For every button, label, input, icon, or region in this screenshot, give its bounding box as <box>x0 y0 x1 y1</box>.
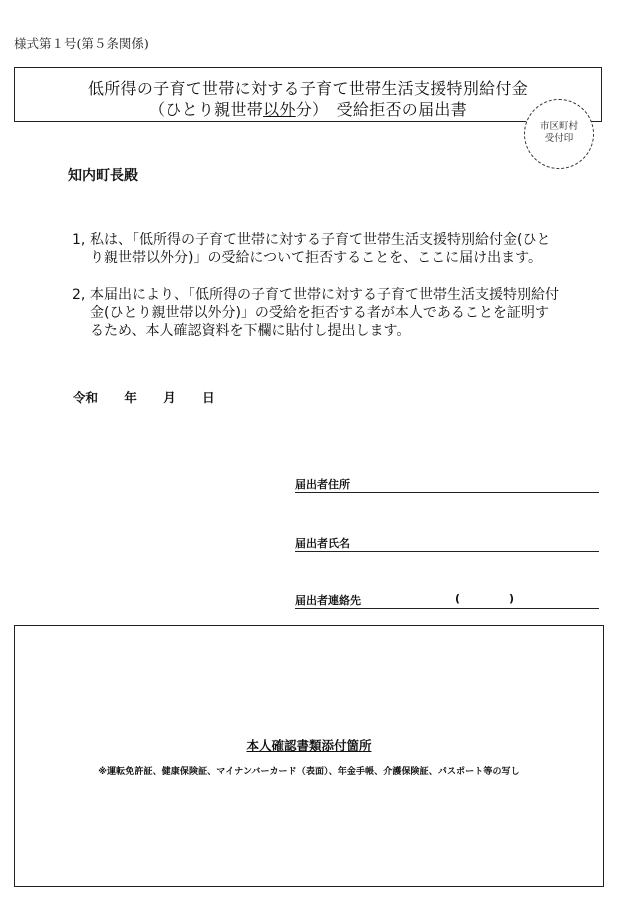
date-era: 令和 <box>73 390 99 405</box>
contact-label: 届出者連絡先 <box>295 594 361 607</box>
stamp-line-1: 市区町村 <box>539 121 578 132</box>
date-year: 年 <box>124 390 137 405</box>
stamp-line-2: 受付印 <box>544 133 574 144</box>
address-label: 届出者住所 <box>295 478 350 491</box>
title-underlined-text: 以外 <box>263 100 296 119</box>
date-line <box>73 388 237 406</box>
form-number: 様式第１号(第５条関係) <box>14 36 149 51</box>
declaration-item-1 <box>72 231 560 267</box>
contact-paren-open: ( <box>455 592 461 605</box>
title-line-2-post: 分） 受給拒否の届出書 <box>295 100 468 119</box>
title-line-2-pre: （ひとり親世帯 <box>148 100 264 119</box>
addressee: 知内町長殿 <box>68 168 138 184</box>
contact-paren-close: ) <box>509 592 515 605</box>
id-document-attachment-area <box>14 625 604 887</box>
item-text: 私は、「低所得の子育て世帯に対する子育て世帯生活支援特別給付金(ひとり親世帯以外分)」の受給について拒否することを、ここに届け出ます。 <box>90 232 551 266</box>
declaration-item-2 <box>72 286 560 340</box>
reception-stamp-area <box>524 99 594 169</box>
address-field[interactable] <box>295 476 599 493</box>
title-line-2 <box>15 97 601 120</box>
date-day: 日 <box>202 390 215 405</box>
name-field[interactable] <box>295 535 599 552</box>
item-number: 1, <box>72 232 86 248</box>
name-label: 届出者氏名 <box>295 537 350 550</box>
title-line-1: 低所得の子育て世帯に対する子育て世帯生活支援特別給付金 <box>87 79 529 98</box>
attachment-title: 本人確認書類添付箇所 <box>246 738 372 753</box>
attachment-note: ※運転免許証、健康保険証、マイナンバーカード（表面）、年金手帳、介護保険証、パスポート等の写し <box>98 767 520 777</box>
date-month: 月 <box>163 390 176 405</box>
contact-field[interactable] <box>295 592 599 609</box>
item-number: 2, <box>72 287 86 303</box>
title-box <box>14 67 602 122</box>
item-text: 本届出により、「低所得の子育て世帯に対する子育て世帯生活支援特別給付金(ひとり親世帯以外分)」の受給を拒否する者が本人であることを証明するため、本人確認資料を下欄に貼付し提出します。 <box>90 287 559 339</box>
